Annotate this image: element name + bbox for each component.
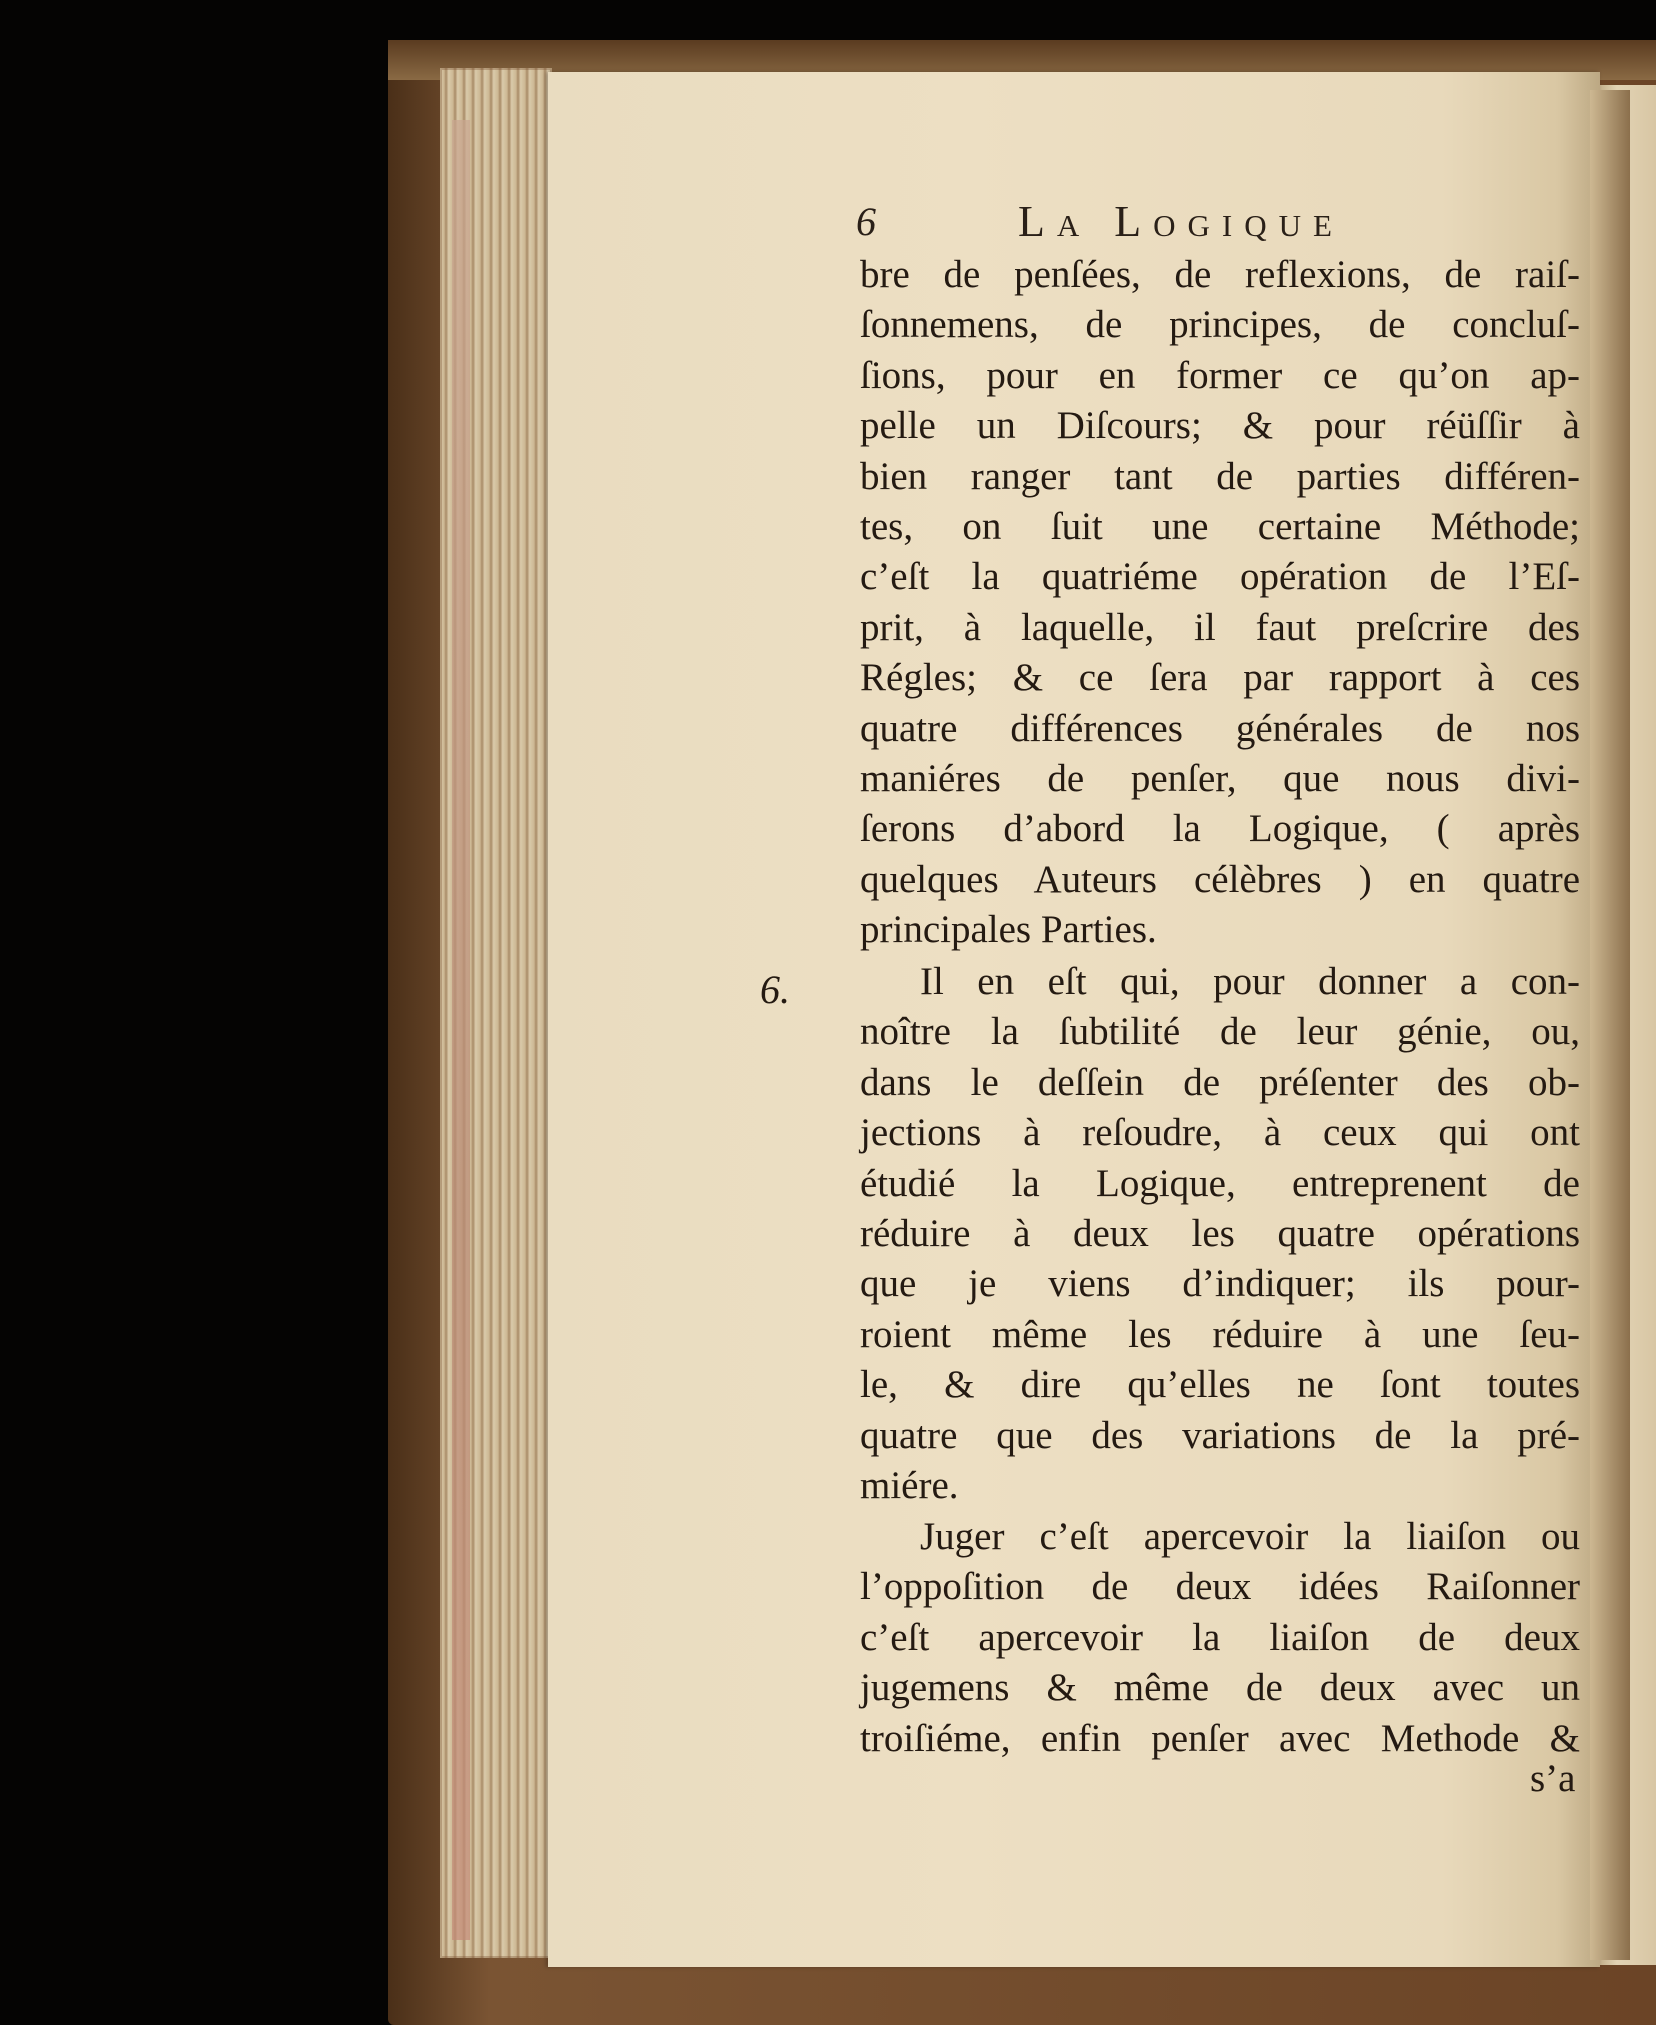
text-line: Juger c’eſt apercevoir la liaiſon ou (920, 1515, 1580, 1558)
text-line: dans le deſſein de préſenter des ob- (860, 1060, 1580, 1104)
text-line: étudié la Logique, entreprenent de (860, 1161, 1580, 1205)
text-line: bien ranger tant de parties différen- (860, 454, 1580, 498)
text-line: troiſiéme, enfin penſer avec Methode & (860, 1716, 1580, 1760)
text-line: le, & dire qu’elles ne ſont toutes (860, 1363, 1580, 1407)
text-line: principales Parties. (860, 908, 1157, 952)
text-line: ſonnemens, de principes, de concluſ- (860, 303, 1580, 347)
text-line: roient même les réduire à une ſeu- (860, 1312, 1580, 1356)
page-stack-red-edge (452, 120, 470, 1940)
text-line: tes, on ſuit une certaine Méthode; (860, 504, 1580, 548)
section-number: 6. (760, 967, 790, 1012)
text-line: quelques Auteurs célèbres ) en quatre (860, 857, 1580, 901)
gutter-shadow (1590, 90, 1630, 1960)
text-line: que je viens d’indiquer; ils pour- (860, 1262, 1580, 1306)
text-line: noître la ſubtilité de leur génie, ou, (860, 1010, 1580, 1054)
text-line: Il en eſt qui, pour donner a con- (920, 960, 1580, 1003)
text-line: l’oppoſition de deux idées Raiſonner (860, 1565, 1580, 1609)
text-line: quatre que des variations de la pré- (860, 1413, 1580, 1457)
paragraph-2 (860, 957, 1580, 1511)
text-line: miére. (860, 1463, 959, 1507)
page-number: 6 (856, 199, 876, 244)
paragraph-3 (860, 1512, 1580, 1764)
text-line: prit, à laquelle, il faut preſcrire des (860, 605, 1580, 649)
paragraph-1 (860, 250, 1580, 955)
text-line: ſions, pour en former ce qu’on ap- (860, 353, 1580, 397)
text-line: ſerons d’abord la Logique, ( après (860, 807, 1580, 851)
text-line: bre de penſées, de reflexions, de raiſ- (860, 253, 1580, 296)
text-line: Régles; & ce ſera par rapport à ces (860, 656, 1580, 700)
running-title: La Logique (1018, 197, 1344, 246)
text-line: quatre différences générales de nos (860, 706, 1580, 750)
text-line: c’eſt la quatriéme opération de l’Eſ- (860, 555, 1580, 599)
text-line: maniéres de penſer, que nous divi- (860, 756, 1580, 800)
text-line: pelle un Diſcours; & pour réüſſir à (860, 404, 1580, 448)
text-line: jugemens & même de deux avec un (860, 1666, 1580, 1710)
text-line: jections à reſoudre, à ceux qui ont (860, 1111, 1580, 1155)
text-line: réduire à deux les quatre opérations (860, 1211, 1580, 1255)
text-line: c’eſt apercevoir la liaiſon de deux (860, 1615, 1580, 1659)
catchword: s’a (1530, 1757, 1576, 1800)
